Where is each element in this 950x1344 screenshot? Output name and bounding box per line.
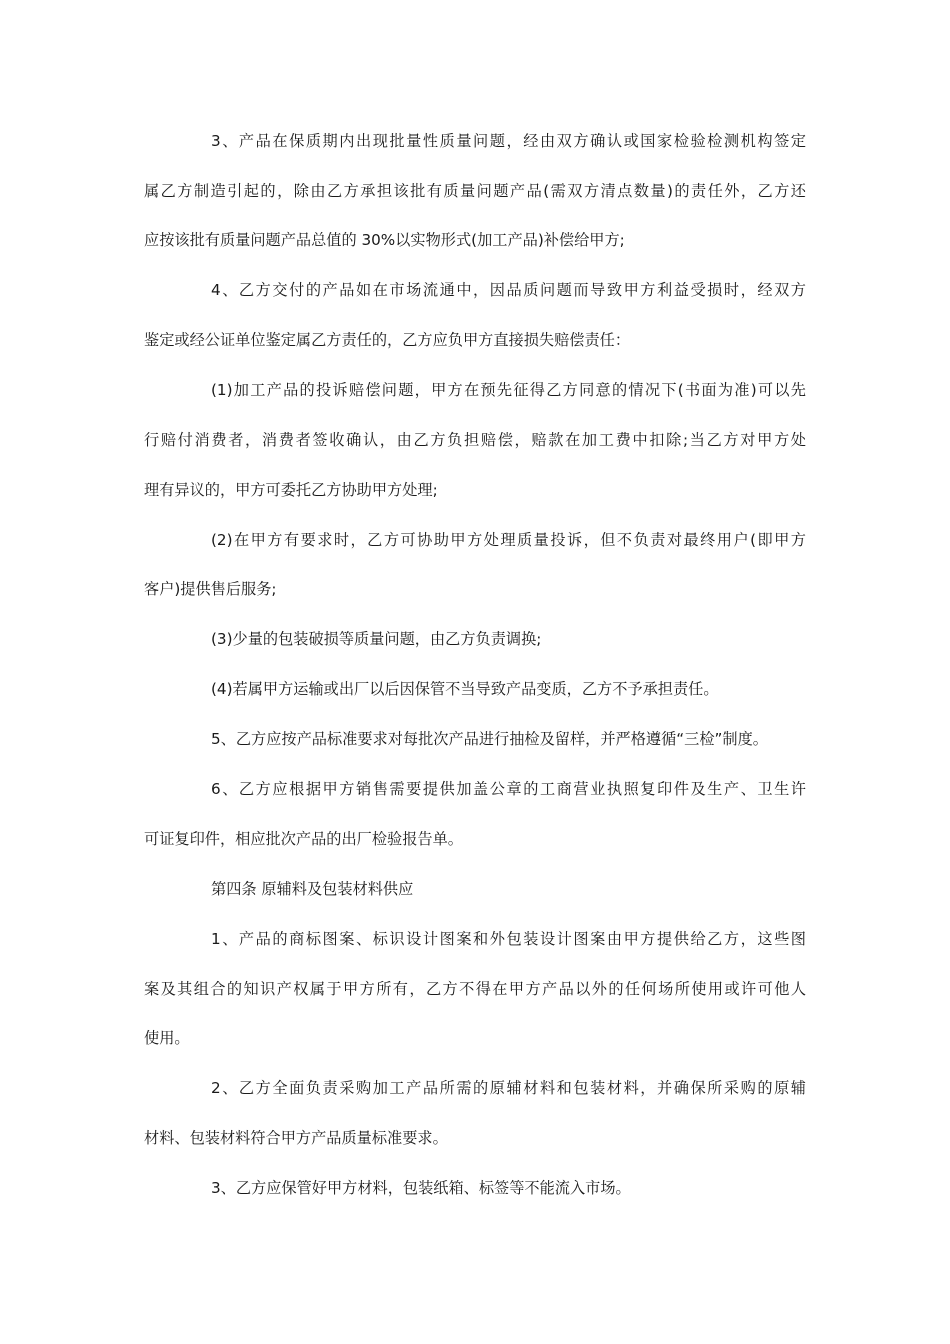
paragraph-line: (4)若属甲方运输或出厂以后因保管不当导致产品变质，乙方不予承担责任。 [211, 680, 719, 698]
paragraph-line: 3、产品在保质期内出现批量性质量问题，经由双方确认或国家检验检测机构签定 [211, 132, 806, 150]
paragraph-line: 案及其组合的知识产权属于甲方所有，乙方不得在甲方产品以外的任何场所使用或许可他人 [144, 980, 806, 998]
paragraph-line: 可证复印件，相应批次产品的出厂检验报告单。 [144, 830, 463, 848]
paragraph-line: 应按该批有质量问题产品总值的 30%以实物形式(加工产品)补偿给甲方; [144, 231, 625, 249]
paragraph-line: 4、乙方交付的产品如在市场流通中，因品质问题而导致甲方利益受损时，经双方 [211, 281, 806, 299]
paragraph-line: 6、乙方应根据甲方销售需要提供加盖公章的工商营业执照复印件及生产、卫生许 [211, 780, 806, 798]
paragraph-line: 3、乙方应保管好甲方材料，包装纸箱、标签等不能流入市场。 [211, 1179, 631, 1197]
paragraph-line: 行赔付消费者，消费者签收确认，由乙方负担赔偿，赔款在加工费中扣除;当乙方对甲方处 [144, 431, 806, 449]
paragraph-line: 使用。 [144, 1029, 190, 1047]
paragraph-line: 客户)提供售后服务; [144, 580, 277, 598]
section-heading: 第四条 原辅料及包装材料供应 [211, 880, 414, 898]
paragraph-line: (1)加工产品的投诉赔偿问题，甲方在预先征得乙方同意的情况下(书面为准)可以先 [211, 381, 806, 399]
paragraph-line: (2)在甲方有要求时，乙方可协助甲方处理质量投诉，但不负责对最终用户(即甲方 [211, 531, 806, 549]
paragraph-line: 1、产品的商标图案、标识设计图案和外包装设计图案由甲方提供给乙方，这些图 [211, 930, 806, 948]
paragraph-line: 材料、包装材料符合甲方产品质量标准要求。 [144, 1129, 448, 1147]
paragraph-line: 5、乙方应按产品标准要求对每批次产品进行抽检及留样，并严格遵循“三检”制度。 [211, 730, 768, 748]
paragraph-line: 鉴定或经公证单位鉴定属乙方责任的，乙方应负甲方直接损失赔偿责任： [144, 331, 630, 349]
paragraph-line: (3)少量的包装破损等质量问题，由乙方负责调换; [211, 630, 542, 648]
paragraph-line: 属乙方制造引起的，除由乙方承担该批有质量问题产品(需双方清点数量)的责任外，乙方还 [144, 182, 806, 200]
paragraph-line: 理有异议的，甲方可委托乙方协助甲方处理; [144, 481, 438, 499]
paragraph-line: 2、乙方全面负责采购加工产品所需的原辅材料和包装材料，并确保所采购的原辅 [211, 1079, 806, 1097]
